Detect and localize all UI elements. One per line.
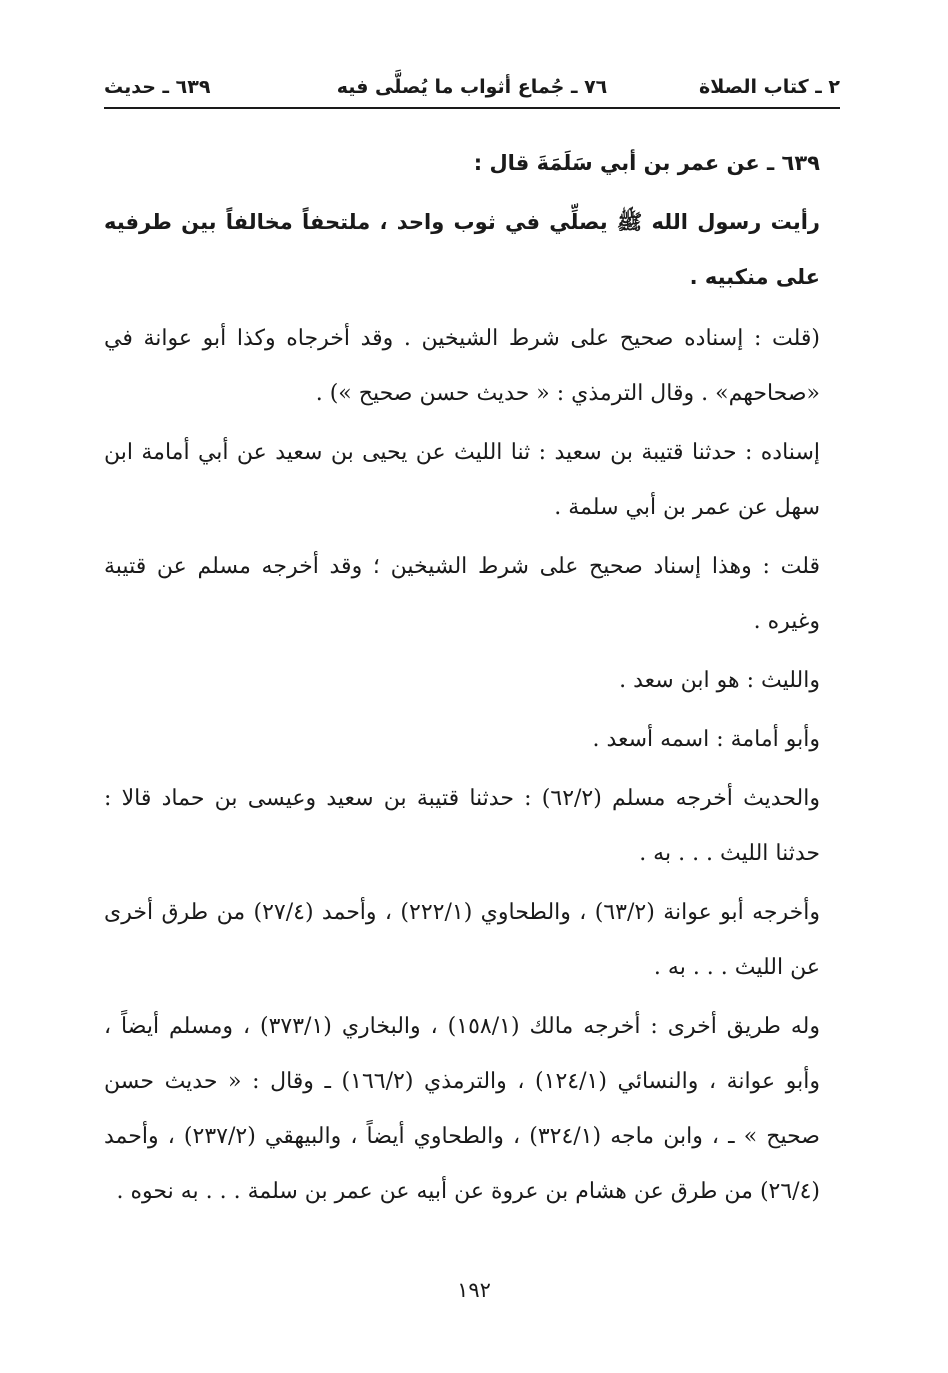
page-body (104, 136, 840, 1219)
page-number: ١٩٢ (457, 1278, 491, 1302)
hadith-title: ٦٣٩ ـ عن عمر بن أبي سَلَمَةَ قال : (473, 151, 820, 175)
commentary-paragraph: وله طريق أخرى : أخرجه مالك (١٥٨/١) ، والبخاري (٣٧٣/١) ، ومسلم أيضاً ، وأبو عوانة ، والنسائي (١٢٤/١) ، والترمذي (١٦٦/٢) ـ وقال : « حديث حسن صحيح » ـ ، وابن ماجه (٣٢٤/١) ، والطحاوي أيضاً ، والبيهقي (٢٣٧/٢) ، وأحمد (٢٦/٤) من طرق عن هشام بن عروة عن أبيه عن عمر بن سلمة . . . به نحوه . (104, 1014, 821, 1204)
commentary-paragraph: والحديث أخرجه مسلم (٦٢/٢) : حدثنا قتيبة بن سعيد وعيسى بن حماد قالا : حدثنا الليث . . . به . (104, 786, 820, 866)
commentary-paragraph: إسناده : حدثنا قتيبة بن سعيد : ثنا الليث عن يحيى بن سعيد عن أبي أمامة ابن سهل عن عمر بن أبي سلمة . (104, 440, 820, 520)
header-hadith-number: ٦٣٩ ـ حديث (104, 76, 211, 98)
header-divider (104, 107, 840, 109)
running-header (104, 72, 840, 106)
commentary-paragraph: وأبو أمامة : اسمه أسعد . (592, 727, 820, 752)
commentary-paragraph: قلت : وهذا إسناد صحيح على شرط الشيخين ؛ وقد أخرجه مسلم عن قتيبة وغيره . (104, 554, 820, 634)
hadith-text: رأيت رسول الله ﷺ يصلِّي في ثوب واحد ، ملتحفاً مخالفاً بين طرفيه على منكبيه . (104, 210, 820, 289)
header-chapter: ٢ ـ كتاب الصلاة (699, 76, 840, 98)
commentary-paragraph: وأخرجه أبو عوانة (٦٣/٢) ، والطحاوي (٢٢٢/١) ، وأحمد (٢٧/٤) من طرق أخرى عن الليث . . . به . (104, 900, 820, 980)
commentary-paragraph: (قلت : إسناده صحيح على شرط الشيخين . وقد أخرجاه وكذا أبو عوانة في «صحاحهم» . وقال الترمذي : « حديث حسن صحيح ») . (104, 326, 820, 406)
commentary-paragraph: والليث : هو ابن سعد . (619, 668, 820, 693)
header-section: ٧٦ ـ جُماع أثواب ما يُصلَّى فيه (336, 76, 608, 98)
